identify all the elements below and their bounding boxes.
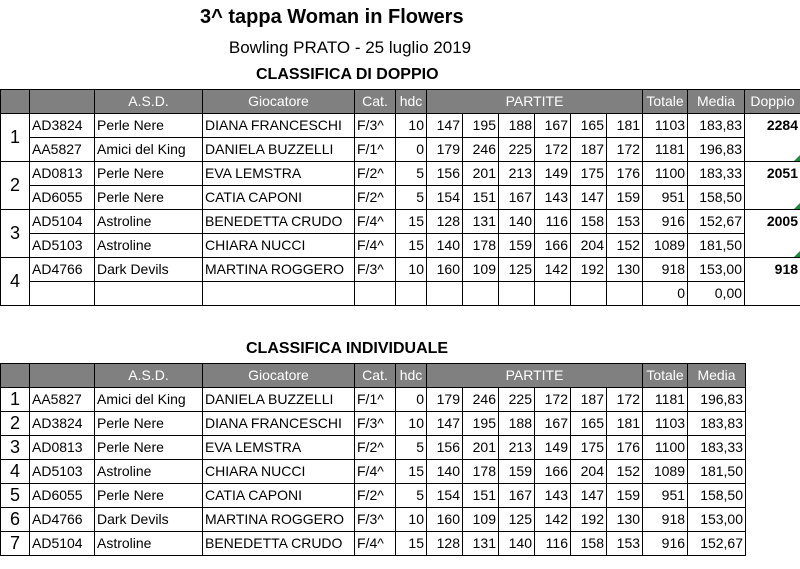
player-cat: F/3^: [355, 114, 396, 138]
game-score: 131: [463, 210, 499, 234]
player-total: 1089: [643, 234, 688, 258]
game-score: 204: [571, 460, 607, 484]
doppio-row: [1, 162, 800, 186]
player-media: 183,83: [688, 412, 746, 436]
player-cat: F/2^: [355, 162, 396, 186]
player-rank: 2: [1, 412, 30, 436]
player-asd: Perle Nere: [95, 436, 203, 460]
game-score: 140: [499, 210, 535, 234]
game-score: 160: [427, 258, 463, 282]
player-media: 183,33: [688, 436, 746, 460]
individuale-header-row: [1, 364, 746, 388]
player-asd: Perle Nere: [95, 484, 203, 508]
header-cat: Cat.: [355, 90, 396, 114]
player-code: AD5104: [30, 210, 95, 234]
game-score: [427, 282, 463, 306]
player-code: AA5827: [30, 388, 95, 412]
game-score: 151: [463, 186, 499, 210]
individuale-row: [1, 460, 746, 484]
game-score: 142: [535, 258, 571, 282]
header-hdc: hdc: [396, 364, 427, 388]
player-media: 158,50: [688, 484, 746, 508]
game-score: 178: [463, 234, 499, 258]
game-score: [535, 282, 571, 306]
game-score: 159: [499, 234, 535, 258]
individuale-row: [1, 412, 746, 436]
player-cat: F/4^: [355, 532, 396, 556]
player-cat: F/3^: [355, 258, 396, 282]
header-cat: Cat.: [355, 364, 396, 388]
doppio-header-row: [1, 90, 800, 114]
game-score: 131: [463, 532, 499, 556]
game-score: 172: [535, 388, 571, 412]
player-name: DANIELA BUZZELLI: [203, 388, 355, 412]
player-media: 183,83: [688, 114, 745, 138]
doppio-row: [1, 186, 800, 210]
game-score: 143: [535, 484, 571, 508]
game-score: 147: [427, 114, 463, 138]
header-rank: [1, 90, 30, 114]
player-total: 916: [643, 210, 688, 234]
player-cat: F/4^: [355, 210, 396, 234]
player-code: AD5103: [30, 460, 95, 484]
player-hdc: 15: [396, 234, 427, 258]
player-asd: [95, 282, 203, 306]
player-total: 1100: [643, 162, 688, 186]
individuale-row: [1, 388, 746, 412]
game-score: 176: [607, 436, 643, 460]
pair-doppio-total: 2005: [745, 210, 800, 258]
game-score: 156: [427, 162, 463, 186]
game-score: 167: [535, 114, 571, 138]
player-hdc: 5: [396, 186, 427, 210]
game-score: 179: [427, 388, 463, 412]
game-score: 149: [535, 436, 571, 460]
game-score: 153: [607, 210, 643, 234]
player-name: MARTINA ROGGERO: [203, 258, 355, 282]
player-code: AD4766: [30, 258, 95, 282]
player-name: CHIARA NUCCI: [203, 234, 355, 258]
header-asd: A.S.D.: [95, 364, 203, 388]
header-totale: Totale: [643, 364, 688, 388]
player-hdc: 5: [396, 436, 427, 460]
player-asd: Dark Devils: [95, 508, 203, 532]
player-code: AD3824: [30, 412, 95, 436]
individuale-table: [0, 363, 746, 556]
player-total: 918: [643, 258, 688, 282]
pair-doppio-total: 918: [745, 258, 800, 306]
comment-marker-icon: [794, 251, 800, 257]
pair-doppio-total: 2051: [745, 162, 800, 210]
game-score: 165: [571, 114, 607, 138]
player-hdc: 5: [396, 484, 427, 508]
individuale-row: [1, 508, 746, 532]
player-asd: Amici del King: [95, 388, 203, 412]
page-subtitle: Bowling PRATO - 25 luglio 2019: [228, 38, 472, 57]
page-title: 3^ tappa Woman in Flowers: [200, 6, 464, 28]
game-score: 213: [499, 436, 535, 460]
doppio-section-title: CLASSIFICA DI DOPPIO: [256, 66, 439, 83]
header-partite: PARTITE: [427, 364, 643, 388]
player-hdc: 15: [396, 532, 427, 556]
game-score: 167: [499, 186, 535, 210]
player-name: BENEDETTA CRUDO: [203, 532, 355, 556]
game-score: 192: [571, 508, 607, 532]
game-score: 154: [427, 484, 463, 508]
game-score: 151: [463, 484, 499, 508]
game-score: 154: [427, 186, 463, 210]
game-score: 188: [499, 114, 535, 138]
game-score: 176: [607, 162, 643, 186]
game-score: 156: [427, 436, 463, 460]
game-score: 225: [499, 388, 535, 412]
game-score: [607, 282, 643, 306]
doppio-row: [1, 234, 800, 258]
game-score: 158: [571, 210, 607, 234]
game-score: 143: [535, 186, 571, 210]
game-score: 140: [427, 460, 463, 484]
player-hdc: 10: [396, 412, 427, 436]
player-code: AD6055: [30, 484, 95, 508]
player-rank: 5: [1, 484, 30, 508]
game-score: 130: [607, 258, 643, 282]
pair-rank: 1: [1, 114, 30, 162]
player-total: 1100: [643, 436, 688, 460]
game-score: 116: [535, 210, 571, 234]
game-score: 166: [535, 460, 571, 484]
player-code: AD5103: [30, 234, 95, 258]
player-hdc: 10: [396, 114, 427, 138]
game-score: 175: [571, 162, 607, 186]
player-media: 181,50: [688, 460, 746, 484]
player-name: [203, 282, 355, 306]
player-code: AD0813: [30, 436, 95, 460]
game-score: 167: [499, 484, 535, 508]
game-score: 178: [463, 460, 499, 484]
player-rank: 1: [1, 388, 30, 412]
player-asd: Astroline: [95, 234, 203, 258]
player-hdc: 15: [396, 460, 427, 484]
header-media: Media: [688, 364, 746, 388]
player-rank: 4: [1, 460, 30, 484]
doppio-row: [1, 114, 800, 138]
player-code: AD3824: [30, 114, 95, 138]
game-score: 130: [607, 508, 643, 532]
player-total: 1181: [643, 388, 688, 412]
pair-rank: 4: [1, 258, 30, 306]
pair-rank: 3: [1, 210, 30, 258]
individuale-section-title: CLASSIFICA INDIVIDUALE: [246, 340, 449, 357]
game-score: 246: [463, 388, 499, 412]
player-name: EVA LEMSTRA: [203, 436, 355, 460]
game-score: 166: [535, 234, 571, 258]
game-score: [499, 282, 535, 306]
game-score: 213: [499, 162, 535, 186]
game-score: 159: [607, 484, 643, 508]
player-total: 1181: [643, 138, 688, 162]
game-score: 246: [463, 138, 499, 162]
game-score: 188: [499, 412, 535, 436]
doppio-row: [1, 210, 800, 234]
game-score: 167: [535, 412, 571, 436]
player-name: CATIA CAPONI: [203, 484, 355, 508]
player-hdc: 15: [396, 210, 427, 234]
game-score: 195: [463, 114, 499, 138]
player-hdc: 10: [396, 508, 427, 532]
game-score: 179: [427, 138, 463, 162]
comment-marker-icon: [794, 203, 800, 209]
player-cat: F/1^: [355, 138, 396, 162]
player-code: AD4766: [30, 508, 95, 532]
player-media: 158,50: [688, 186, 745, 210]
player-cat: F/4^: [355, 460, 396, 484]
player-cat: F/2^: [355, 186, 396, 210]
game-score: 125: [499, 508, 535, 532]
player-hdc: 0: [396, 388, 427, 412]
game-score: 109: [463, 508, 499, 532]
game-score: 175: [571, 436, 607, 460]
game-score: [571, 282, 607, 306]
player-asd: Dark Devils: [95, 258, 203, 282]
player-media: 181,50: [688, 234, 745, 258]
player-hdc: 5: [396, 162, 427, 186]
player-rank: 3: [1, 436, 30, 460]
pair-doppio-total: 2284: [745, 114, 800, 162]
game-score: 172: [607, 138, 643, 162]
game-score: 147: [571, 484, 607, 508]
player-media: 183,33: [688, 162, 745, 186]
player-code: AD6055: [30, 186, 95, 210]
player-rank: 6: [1, 508, 30, 532]
game-score: 109: [463, 258, 499, 282]
player-total: 951: [643, 484, 688, 508]
player-media: 0,00: [688, 282, 745, 306]
game-score: 147: [571, 186, 607, 210]
player-hdc: [396, 282, 427, 306]
game-score: 159: [499, 460, 535, 484]
player-media: 152,67: [688, 210, 745, 234]
header-giocatore: Giocatore: [203, 364, 355, 388]
header-code: [30, 364, 95, 388]
individuale-row: [1, 532, 746, 556]
player-cat: F/2^: [355, 484, 396, 508]
player-name: CHIARA NUCCI: [203, 460, 355, 484]
header-hdc: hdc: [396, 90, 427, 114]
player-total: 1103: [643, 412, 688, 436]
individuale-row: [1, 436, 746, 460]
player-asd: Perle Nere: [95, 162, 203, 186]
header-code: [30, 90, 95, 114]
player-cat: F/4^: [355, 234, 396, 258]
player-name: MARTINA ROGGERO: [203, 508, 355, 532]
game-score: 181: [607, 114, 643, 138]
header-totale: Totale: [643, 90, 688, 114]
game-score: 172: [535, 138, 571, 162]
player-asd: Astroline: [95, 210, 203, 234]
game-score: 159: [607, 186, 643, 210]
player-name: DANIELA BUZZELLI: [203, 138, 355, 162]
game-score: 116: [535, 532, 571, 556]
game-score: 225: [499, 138, 535, 162]
game-score: 140: [499, 532, 535, 556]
game-score: 158: [571, 532, 607, 556]
player-code: AD0813: [30, 162, 95, 186]
game-score: 128: [427, 532, 463, 556]
player-cat: [355, 282, 396, 306]
game-score: 152: [607, 234, 643, 258]
player-total: 916: [643, 532, 688, 556]
player-total: 0: [643, 282, 688, 306]
header-giocatore: Giocatore: [203, 90, 355, 114]
game-score: 172: [607, 388, 643, 412]
player-cat: F/2^: [355, 436, 396, 460]
player-media: 196,83: [688, 138, 745, 162]
player-asd: Perle Nere: [95, 114, 203, 138]
player-name: BENEDETTA CRUDO: [203, 210, 355, 234]
player-name: CATIA CAPONI: [203, 186, 355, 210]
player-cat: F/3^: [355, 412, 396, 436]
player-asd: Amici del King: [95, 138, 203, 162]
player-name: DIANA FRANCESCHI: [203, 412, 355, 436]
individuale-row: [1, 484, 746, 508]
game-score: 153: [607, 532, 643, 556]
game-score: 152: [607, 460, 643, 484]
header-media: Media: [688, 90, 745, 114]
game-score: 201: [463, 162, 499, 186]
player-cat: F/1^: [355, 388, 396, 412]
player-code: AA5827: [30, 138, 95, 162]
player-media: 196,83: [688, 388, 746, 412]
player-asd: Astroline: [95, 460, 203, 484]
player-code: [30, 282, 95, 306]
player-name: DIANA FRANCESCHI: [203, 114, 355, 138]
player-asd: Astroline: [95, 532, 203, 556]
player-total: 1089: [643, 460, 688, 484]
game-score: 125: [499, 258, 535, 282]
player-hdc: 0: [396, 138, 427, 162]
player-asd: Perle Nere: [95, 186, 203, 210]
doppio-row: [1, 282, 800, 306]
doppio-table: [0, 89, 800, 306]
game-score: 140: [427, 234, 463, 258]
game-score: 187: [571, 388, 607, 412]
game-score: 147: [427, 412, 463, 436]
game-score: 195: [463, 412, 499, 436]
player-cat: F/3^: [355, 508, 396, 532]
game-score: 192: [571, 258, 607, 282]
game-score: 181: [607, 412, 643, 436]
doppio-row: [1, 138, 800, 162]
player-rank: 7: [1, 532, 30, 556]
game-score: 142: [535, 508, 571, 532]
game-score: 201: [463, 436, 499, 460]
header-rank: [1, 364, 30, 388]
header-doppio: Doppio: [745, 90, 800, 114]
comment-marker-icon: [794, 155, 800, 161]
header-asd: A.S.D.: [95, 90, 203, 114]
game-score: 165: [571, 412, 607, 436]
pair-rank: 2: [1, 162, 30, 210]
doppio-row: [1, 258, 800, 282]
player-media: 152,67: [688, 532, 746, 556]
player-media: 153,00: [688, 258, 745, 282]
player-media: 153,00: [688, 508, 746, 532]
game-score: [463, 282, 499, 306]
game-score: 187: [571, 138, 607, 162]
player-hdc: 10: [396, 258, 427, 282]
player-total: 951: [643, 186, 688, 210]
player-name: EVA LEMSTRA: [203, 162, 355, 186]
game-score: 149: [535, 162, 571, 186]
player-asd: Perle Nere: [95, 412, 203, 436]
game-score: 128: [427, 210, 463, 234]
header-partite: PARTITE: [427, 90, 643, 114]
player-code: AD5104: [30, 532, 95, 556]
player-total: 918: [643, 508, 688, 532]
player-total: 1103: [643, 114, 688, 138]
game-score: 160: [427, 508, 463, 532]
game-score: 204: [571, 234, 607, 258]
